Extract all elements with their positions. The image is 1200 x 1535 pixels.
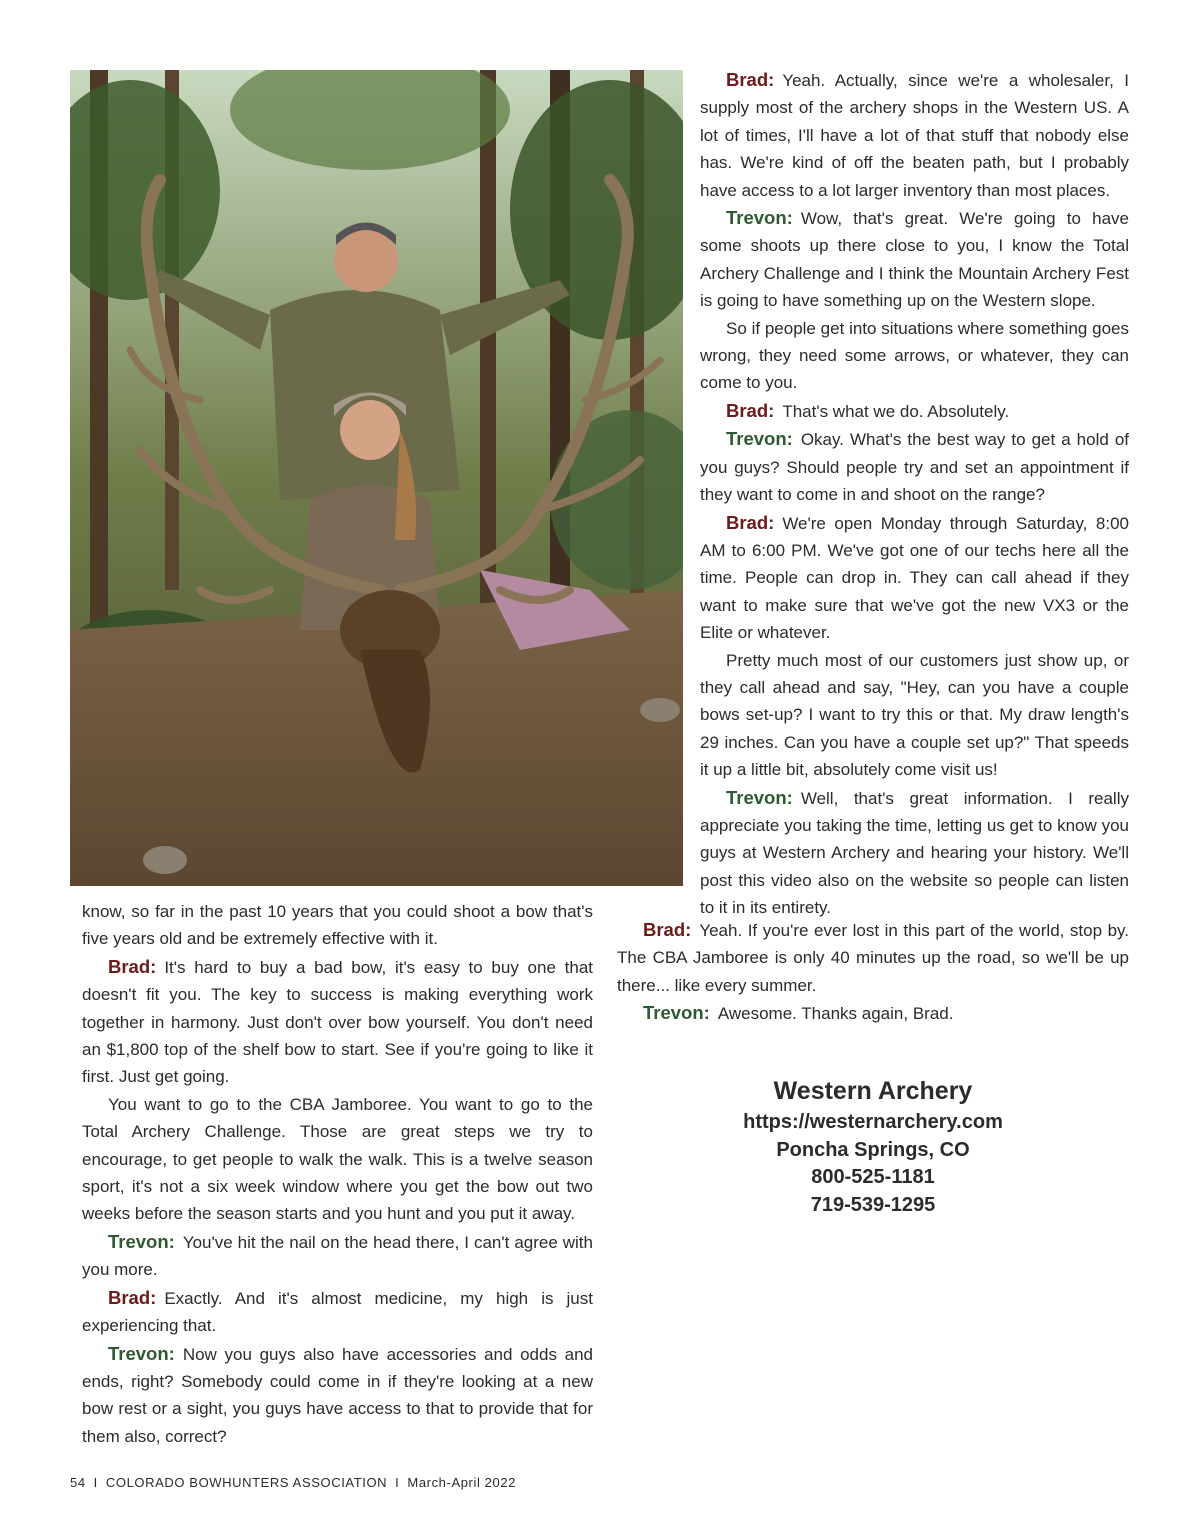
speaker-label: Brad: [726,69,775,90]
right-column-bottom [617,916,1129,1028]
footer-separator: I [395,1475,400,1490]
dialogue-text: We're open Monday through Saturday, 8:00 AM to 6:00 PM. We've got one of our techs here all the time. People can drop in. They can call ahead if they want to make sure that we've got the new VX3 or the Elite or whatever. [700,513,1129,643]
publication-name: COLORADO BOWHUNTERS ASSOCIATION [105,1475,388,1490]
dialogue-text: know, so far in the past 10 years that you could shoot a bow that's five years old and be extremely effective with it. [82,902,593,949]
speaker-label: Brad: [108,1286,157,1308]
dialogue-paragraph [82,898,593,953]
dialogue-text: Well, that's great information. I really appreciate you taking the time, letting us get to know you guys at Western Archery and hearing your history. We'll post this video also on the website so people can listen to it in its entirety. [700,788,1129,918]
dialogue-text: Pretty much most of our customers just show up, or they call ahead and say, "Hey, can you have a couple bows set-up? I want to try this or that. My draw length's 29 inches. Can you have a couple set up?" That speeds it up a little bit, absolutely come visit us! [700,650,1129,780]
dialogue-text: Exactly. And it's almost medicine, my high is just experiencing that. [82,1288,593,1336]
website-link[interactable]: https://westernarchery.com [743,1111,1003,1133]
dialogue-paragraph [700,315,1129,397]
speaker-label: Trevon: [108,1230,175,1252]
footer-separator: I [93,1475,98,1490]
company-name: Western Archery [773,1077,973,1105]
contact-block [660,1074,1086,1219]
speaker-label: Brad: [108,955,157,977]
phone-number: 800-525-1181 [811,1166,935,1188]
speaker-label: Brad: [726,399,775,421]
dialogue-paragraph [617,999,1129,1027]
dialogue-paragraph [82,1284,593,1340]
dialogue-paragraph [700,425,1129,508]
hunting-photo [70,70,683,886]
issue-date: March-April 2022 [407,1475,516,1490]
dialogue-text: So if people get into situations where something goes wrong, they need some arrows, or whatever, they can come to you. [700,318,1129,393]
elk-hunt-illustration [70,70,683,886]
dialogue-paragraph [700,509,1129,647]
dialogue-text: You want to go to the CBA Jamboree. You want to go to the Total Archery Challenge. Those are great steps we try to encourage, to get people to walk the walk. This is a twelve season sport, it's not a six week window where you get the bow out two weeks before the season starts and you hunt and you put it away. [82,1094,593,1224]
dialogue-paragraph [82,1091,593,1228]
dialogue-paragraph [617,916,1129,999]
dialogue-text: Now you guys also have accessories and odds and ends, right? Somebody could come in if they're looking at a new bow rest or a sight, you guys have access to that to provide that for them also, correct? [82,1344,593,1446]
speaker-label: Trevon: [643,1002,710,1024]
dialogue-text: Yeah. Actually, since we're a wholesaler, I supply most of the archery shops in the Western US. A lot of times, I'll have a lot of that stuff that nobody else has. We're kind of off the beaten path, but I probably have access to a lot larger inventory than most places. [700,71,1129,200]
dialogue-text: It's hard to buy a bad bow, it's easy to buy one that doesn't fit you. The key to success is making everything work together in harmony. Just don't over bow yourself. You don't need an $1,800 top of the shelf bow to start. See if you're going to like it first. Just get going. [82,957,593,1087]
dialogue-text: That's what we do. Absolutely. [782,401,1010,421]
dialogue-text: Awesome. Thanks again, Brad. [717,1004,954,1024]
speaker-label: Trevon: [726,207,793,229]
page-footer [70,1475,516,1490]
speaker-label: Brad: [643,919,692,940]
location: Poncha Springs, CO [776,1138,970,1161]
speaker-label: Trevon: [108,1342,175,1364]
speaker-label: Trevon: [726,428,793,450]
dialogue-paragraph [82,953,593,1091]
dialogue-text: You've hit the nail on the head there, I can't agree with you more. [82,1232,593,1280]
phone-number: 719-539-1295 [810,1193,936,1216]
speaker-label: Trevon: [726,786,793,808]
dialogue-paragraph [700,204,1129,315]
dialogue-paragraph [82,1340,593,1451]
speaker-label: Brad: [726,511,775,533]
dialogue-paragraph [82,1228,593,1284]
dialogue-text: Wow, that's great. We're going to have some shoots up there close to you, I know the Total Archery Challenge and I think the Mountain Archery Fest is going to have something up on the Western slope. [700,209,1129,311]
dialogue-paragraph [700,647,1129,784]
page-number: 54 [70,1475,86,1490]
left-column [82,898,593,1450]
right-column-top [700,66,1129,922]
dialogue-paragraph [700,397,1129,425]
dialogue-text: Yeah. If you're ever lost in this part of the world, stop by. The CBA Jamboree is only 40 minutes up the road, so we'll be up there... like every summer. [617,921,1129,995]
dialogue-paragraph [700,784,1129,922]
dialogue-paragraph [700,66,1129,204]
dialogue-text: Okay. What's the best way to get a hold of you guys? Should people try and set an appointment if they want to come in and shoot on the range? [700,430,1129,505]
